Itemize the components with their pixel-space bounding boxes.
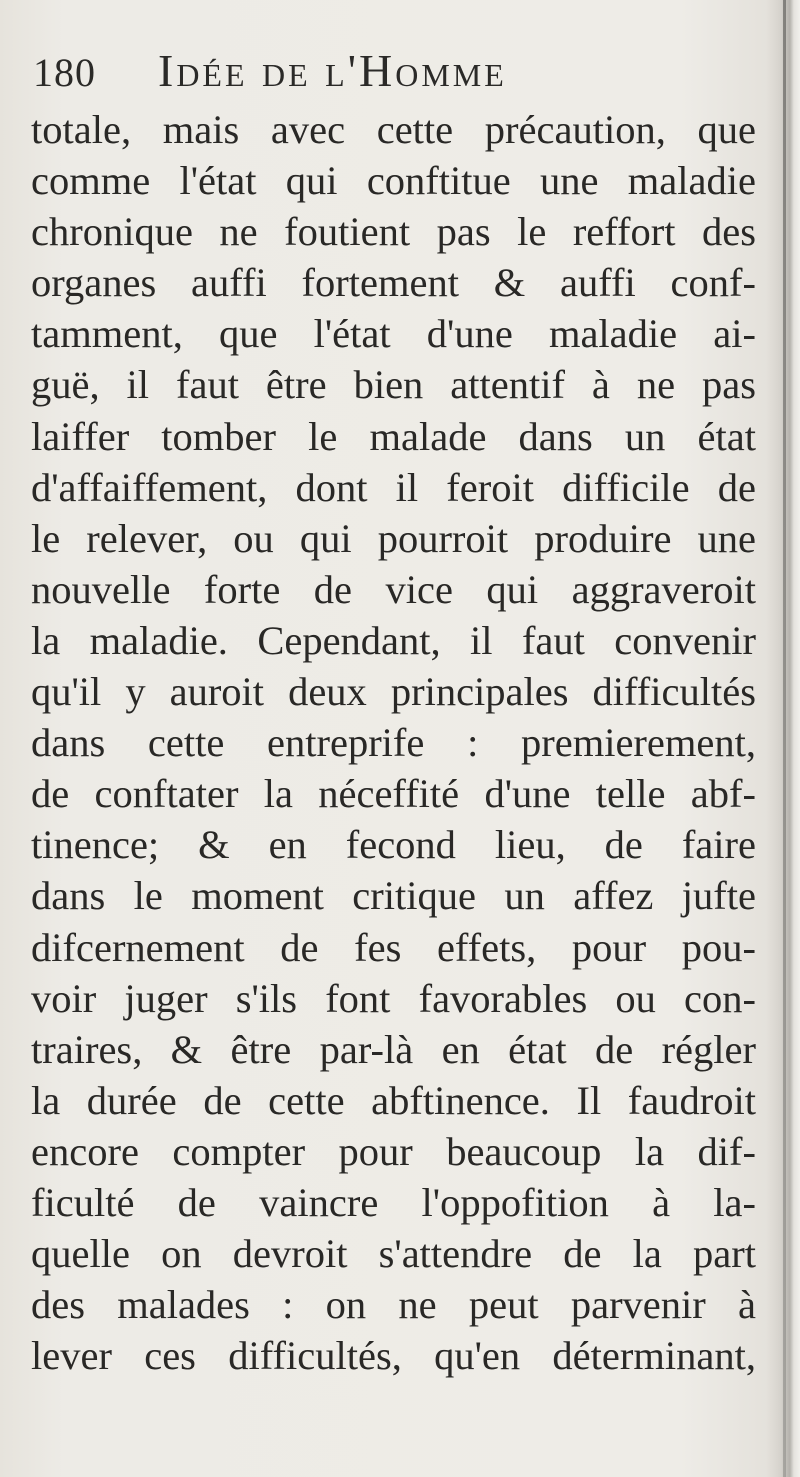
text-line: qu'il y auroit deux principales difficultés xyxy=(31,669,756,715)
text-line: d'affaiffement, dont il feroit difficile de xyxy=(31,464,756,510)
text-line: difcernement de fes effets, pour pou- xyxy=(31,924,756,970)
text-line: guë, il faut être bien attentif à ne pas xyxy=(31,362,756,408)
text-line: de conftater la néceffité d'une telle abf- xyxy=(31,771,756,817)
text-line: des malades : on ne peut parvenir à xyxy=(31,1282,756,1328)
text-line: lever ces difficultés, qu'en déterminant, xyxy=(31,1333,756,1379)
text-line: dans cette entreprife : premierement, xyxy=(31,720,756,766)
running-header xyxy=(33,44,507,98)
page-number: 180 xyxy=(33,50,96,95)
text-line: voir juger s'ils font favorables ou con- xyxy=(31,975,756,1021)
text-line: comme l'état qui conftitue une maladie xyxy=(31,158,756,204)
text-line: ficulté de vaincre l'oppofition à la- xyxy=(31,1179,756,1225)
text-line: traires, & être par-là en état de régler xyxy=(31,1026,756,1072)
page-edge-line xyxy=(783,0,786,1477)
text-line: chronique ne foutient pas le reffort des xyxy=(31,209,756,255)
text-line: tinence; & en fecond lieu, de faire xyxy=(31,822,756,868)
text-line: tamment, que l'état d'une maladie ai- xyxy=(31,311,756,357)
running-title: Idée de l'Homme xyxy=(158,45,507,96)
text-line: la maladie. Cependant, il faut convenir xyxy=(31,617,756,663)
text-line: encore compter pour beaucoup la dif- xyxy=(31,1128,756,1174)
text-line: totale, mais avec cette précaution, que xyxy=(31,107,756,152)
text-line: quelle on devroit s'attendre de la part xyxy=(31,1231,756,1277)
text-line: le relever, ou qui pourroit produire une xyxy=(31,515,756,561)
text-line: organes auffi fortement & auffi conf- xyxy=(31,260,756,306)
body-text xyxy=(31,104,756,1381)
text-line: la durée de cette abftinence. Il faudroit xyxy=(31,1077,756,1123)
text-line: dans le moment critique un affez jufte xyxy=(31,873,756,919)
text-line: laiffer tomber le malade dans un état xyxy=(31,413,756,459)
text-line: nouvelle forte de vice qui aggraveroit xyxy=(31,566,756,612)
